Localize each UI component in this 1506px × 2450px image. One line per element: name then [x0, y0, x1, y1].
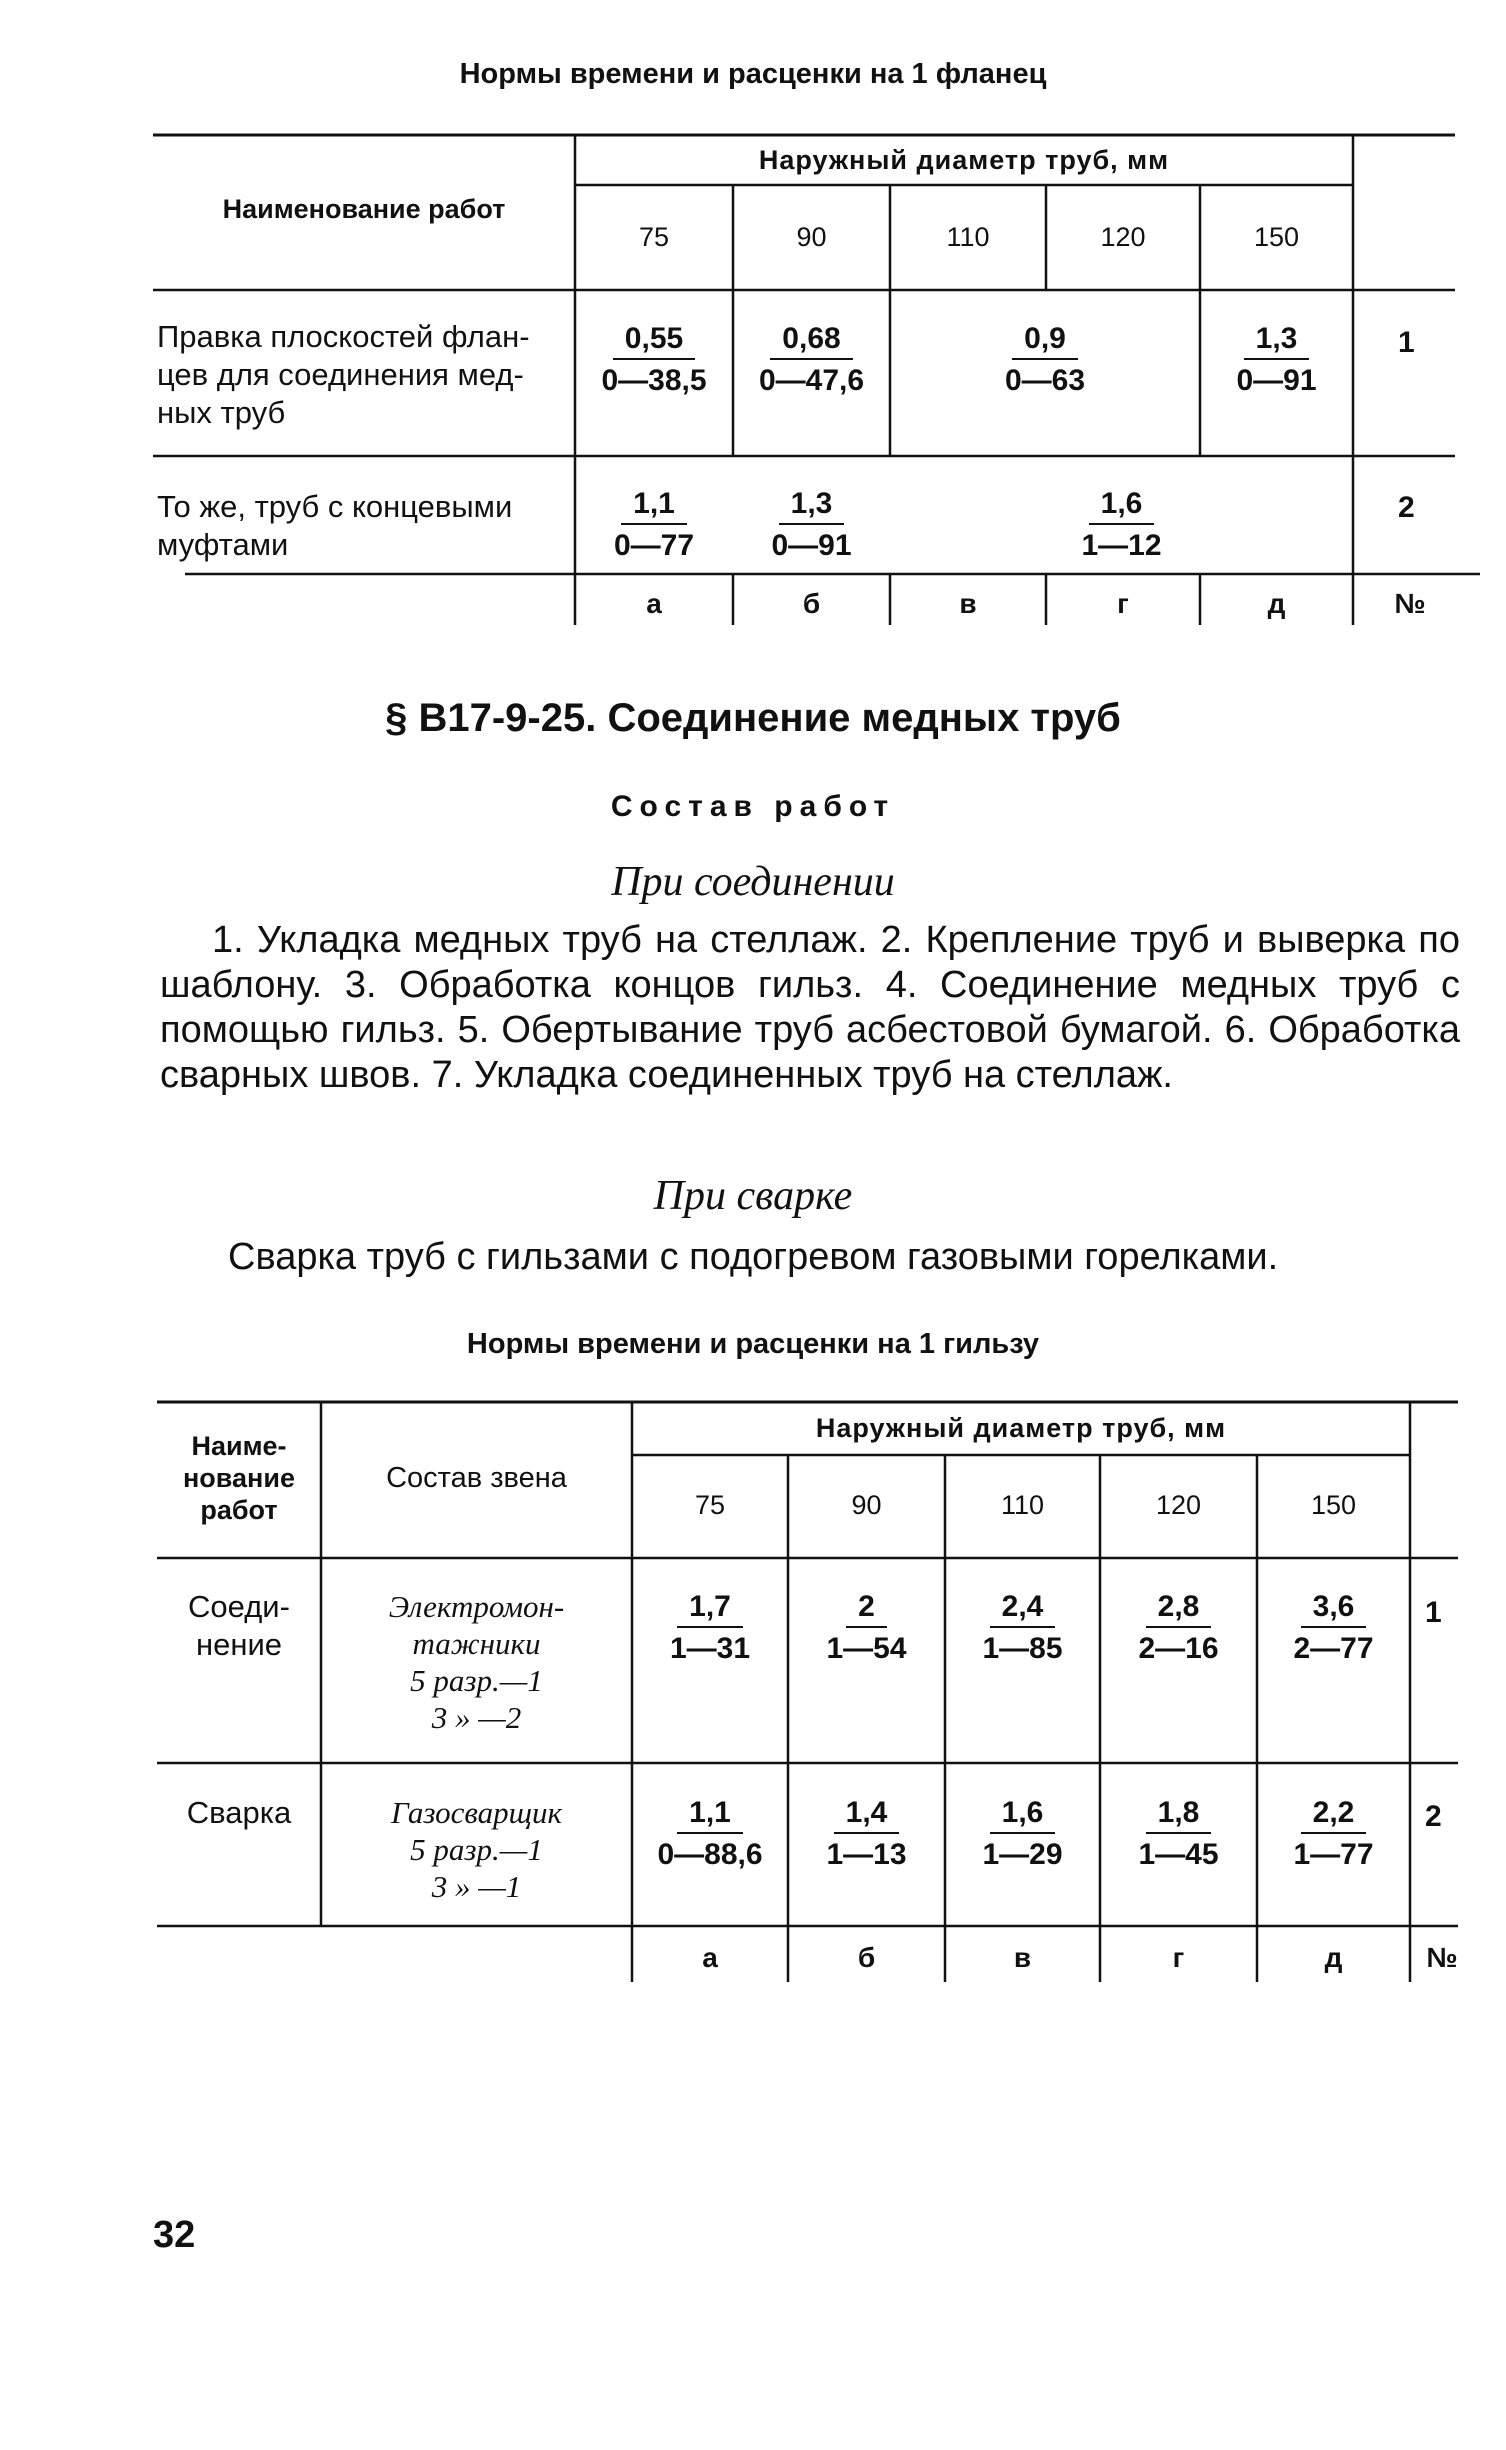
rate-time: 1,7 — [677, 1590, 743, 1628]
table1-row2-number: 2 — [1398, 491, 1415, 524]
rate-price: 2—77 — [1293, 1632, 1374, 1665]
rate-price: 0—63 — [1004, 364, 1086, 397]
table2-row1-crew-line: 5 разр.—1 — [410, 1663, 543, 1698]
table2-row2-name-line: Сварка — [186, 1795, 292, 1830]
rate-price: 1—77 — [1293, 1838, 1374, 1871]
table2-column-letter: г — [1172, 1942, 1185, 1973]
table2-caption: Нормы времени и расценки на 1 гильзу — [466, 1328, 1040, 1360]
table1-column-letter: в — [959, 588, 977, 619]
table1-row2-value-110-150 — [890, 487, 1353, 563]
table1-row1-name-line: Правка плоскостей флан- — [157, 319, 530, 354]
table1-row2-name-line: То же, труб с концевыми — [157, 489, 513, 524]
table2-column-letter: в — [1013, 1942, 1032, 1973]
table2-row2-value-110 — [945, 1796, 1100, 1872]
table1-column-letter: г — [1117, 588, 1129, 619]
table2-header-name-line: работ — [200, 1495, 278, 1525]
table1-column-letter: б — [802, 588, 821, 619]
table1-row1-value-110-120 — [890, 322, 1200, 398]
joining-paragraph: 1. Укладка медных труб на стеллаж. 2. Крепление труб и выверка по шаблону. 3. Обработка концов гильз. 4. Соединение медных труб с помощью гильз. 5. Обертывание труб асбестовой бумагой. 6. Обработка сварных швов. 7. Укладка соединенных труб на стеллаж. — [160, 919, 1460, 1096]
table1-row2-name-line: муфтами — [157, 527, 289, 562]
section-heading: § В17-9-25. Соединение медных труб — [385, 696, 1121, 740]
table1-row2-value-75 — [575, 487, 733, 563]
table2-row2-value-150 — [1257, 1796, 1410, 1872]
rate-time: 1,6 — [990, 1796, 1056, 1834]
welding-paragraph: Сварка труб с гильзами с подогревом газовыми горелками. — [228, 1236, 1279, 1278]
table2-row1-value-120 — [1100, 1590, 1257, 1666]
rate-time: 2,8 — [1146, 1590, 1212, 1628]
rate-price: 1—31 — [669, 1632, 751, 1665]
rate-time: 1,3 — [1244, 322, 1310, 360]
table2-column-letter: а — [702, 1942, 718, 1973]
rate-price: 0—77 — [613, 529, 695, 562]
table1-header-name: Наименование работ — [222, 194, 506, 224]
table1-row1-name-line: цев для соединения мед- — [157, 357, 524, 392]
rate-price: 0—38,5 — [601, 364, 707, 397]
table2-row2-value-120 — [1100, 1796, 1257, 1872]
table2-row1-number: 1 — [1425, 1596, 1442, 1629]
table1-row1-name — [157, 318, 572, 432]
table1-column-letter: а — [646, 588, 662, 619]
table2-header-crew: Состав звена — [386, 1462, 567, 1494]
table1-diameter-90: 90 — [796, 222, 827, 252]
table2-row1-name-line: нение — [195, 1627, 283, 1662]
table2-row1-crew-line: 3 » —2 — [431, 1700, 522, 1735]
rate-time: 0,9 — [1012, 322, 1078, 360]
rate-time: 1,8 — [1146, 1796, 1212, 1834]
rate-price: 1—13 — [826, 1838, 907, 1871]
table2-row1-value-90 — [788, 1590, 945, 1666]
table2-column-letter: д — [1324, 1942, 1343, 1973]
rate-time: 2,4 — [990, 1590, 1056, 1628]
table1-row1-number: 1 — [1398, 326, 1415, 359]
table2-header-name-line: нование — [183, 1463, 295, 1493]
table2-diameter-75: 75 — [694, 1490, 726, 1520]
page-number: 32 — [153, 2214, 196, 2256]
table1-diameter-75: 75 — [638, 222, 670, 252]
table1-row2-value-90 — [733, 487, 890, 563]
rate-time: 1,1 — [677, 1796, 743, 1834]
table2-row2-crew-line: 5 разр.—1 — [410, 1832, 543, 1867]
table1-caption: Нормы времени и расценки на 1 фланец — [459, 58, 1047, 90]
rate-time: 0,68 — [770, 322, 852, 360]
rate-price: 0—91 — [1236, 364, 1317, 397]
rate-price: 0—91 — [771, 529, 852, 562]
table2-column-letter: б — [857, 1942, 876, 1973]
section-subheading: Состав работ — [610, 790, 896, 823]
table2-row1-value-150 — [1257, 1590, 1410, 1666]
table2-row1-name-line: Соеди- — [188, 1589, 290, 1624]
rate-time: 0,55 — [613, 322, 695, 360]
rate-price: 0—47,6 — [758, 364, 865, 397]
table2-row1-crew-line: Электромон- — [388, 1589, 565, 1624]
table2-row2-number: 2 — [1425, 1800, 1442, 1833]
table2-row2-crew — [321, 1794, 632, 1905]
table2-header-name — [157, 1430, 321, 1526]
table2-row1-crew-line: тажники — [412, 1626, 541, 1661]
table1-header-diameter: Наружный диаметр труб, мм — [758, 145, 1170, 175]
table1-row1-value-150 — [1200, 322, 1353, 398]
table2-row1-crew — [321, 1588, 632, 1736]
rate-time: 3,6 — [1301, 1590, 1367, 1628]
table2-row2-value-75 — [632, 1796, 788, 1872]
table2-header-diameter: Наружный диаметр труб, мм — [815, 1413, 1227, 1443]
rate-time: 1,3 — [779, 487, 845, 525]
rate-time: 1,6 — [1089, 487, 1155, 525]
rate-price: 1—85 — [982, 1632, 1063, 1665]
table2-diameter-110: 110 — [1000, 1490, 1045, 1520]
rate-price: 2—16 — [1138, 1632, 1219, 1665]
table1-diameter-150: 150 — [1253, 222, 1300, 252]
rate-time: 1,4 — [834, 1796, 900, 1834]
table2-header-name-line: Наиме- — [191, 1431, 287, 1461]
table2-row2-name — [157, 1794, 321, 1832]
table1-row2-name — [157, 488, 572, 564]
table1-row1-name-line: ных труб — [157, 395, 286, 430]
rate-price: 0—88,6 — [657, 1838, 763, 1871]
table2-row2-crew-line: Газосварщик — [391, 1795, 562, 1830]
table2-row1-value-75 — [632, 1590, 788, 1666]
table1-row1-value-90 — [733, 322, 890, 398]
rate-time: 2,2 — [1301, 1796, 1367, 1834]
table2-number-sign: № — [1426, 1942, 1458, 1973]
rate-price: 1—54 — [826, 1632, 907, 1665]
table2-diameter-90: 90 — [851, 1490, 882, 1520]
rate-time: 1,1 — [621, 487, 687, 525]
table2-row2-crew-line: 3 » —1 — [431, 1869, 522, 1904]
table1-diameter-120: 120 — [1100, 222, 1146, 252]
table1-row1-value-75 — [575, 322, 733, 398]
subsection-welding: При сварке — [653, 1173, 853, 1219]
table1-number-sign: № — [1394, 588, 1426, 619]
table2-row1-name — [157, 1588, 321, 1664]
rate-price: 1—45 — [1138, 1838, 1219, 1871]
rate-price: 1—29 — [982, 1838, 1063, 1871]
table1-column-letter: д — [1267, 588, 1286, 619]
table2-diameter-150: 150 — [1310, 1490, 1357, 1520]
table2-row1-value-110 — [945, 1590, 1100, 1666]
subsection-joining: При соединении — [611, 859, 895, 905]
rate-time: 2 — [846, 1590, 887, 1628]
table1-diameter-110: 110 — [946, 222, 990, 252]
rate-price: 1—12 — [1081, 529, 1162, 562]
table2-row2-value-90 — [788, 1796, 945, 1872]
table2-diameter-120: 120 — [1155, 1490, 1202, 1520]
